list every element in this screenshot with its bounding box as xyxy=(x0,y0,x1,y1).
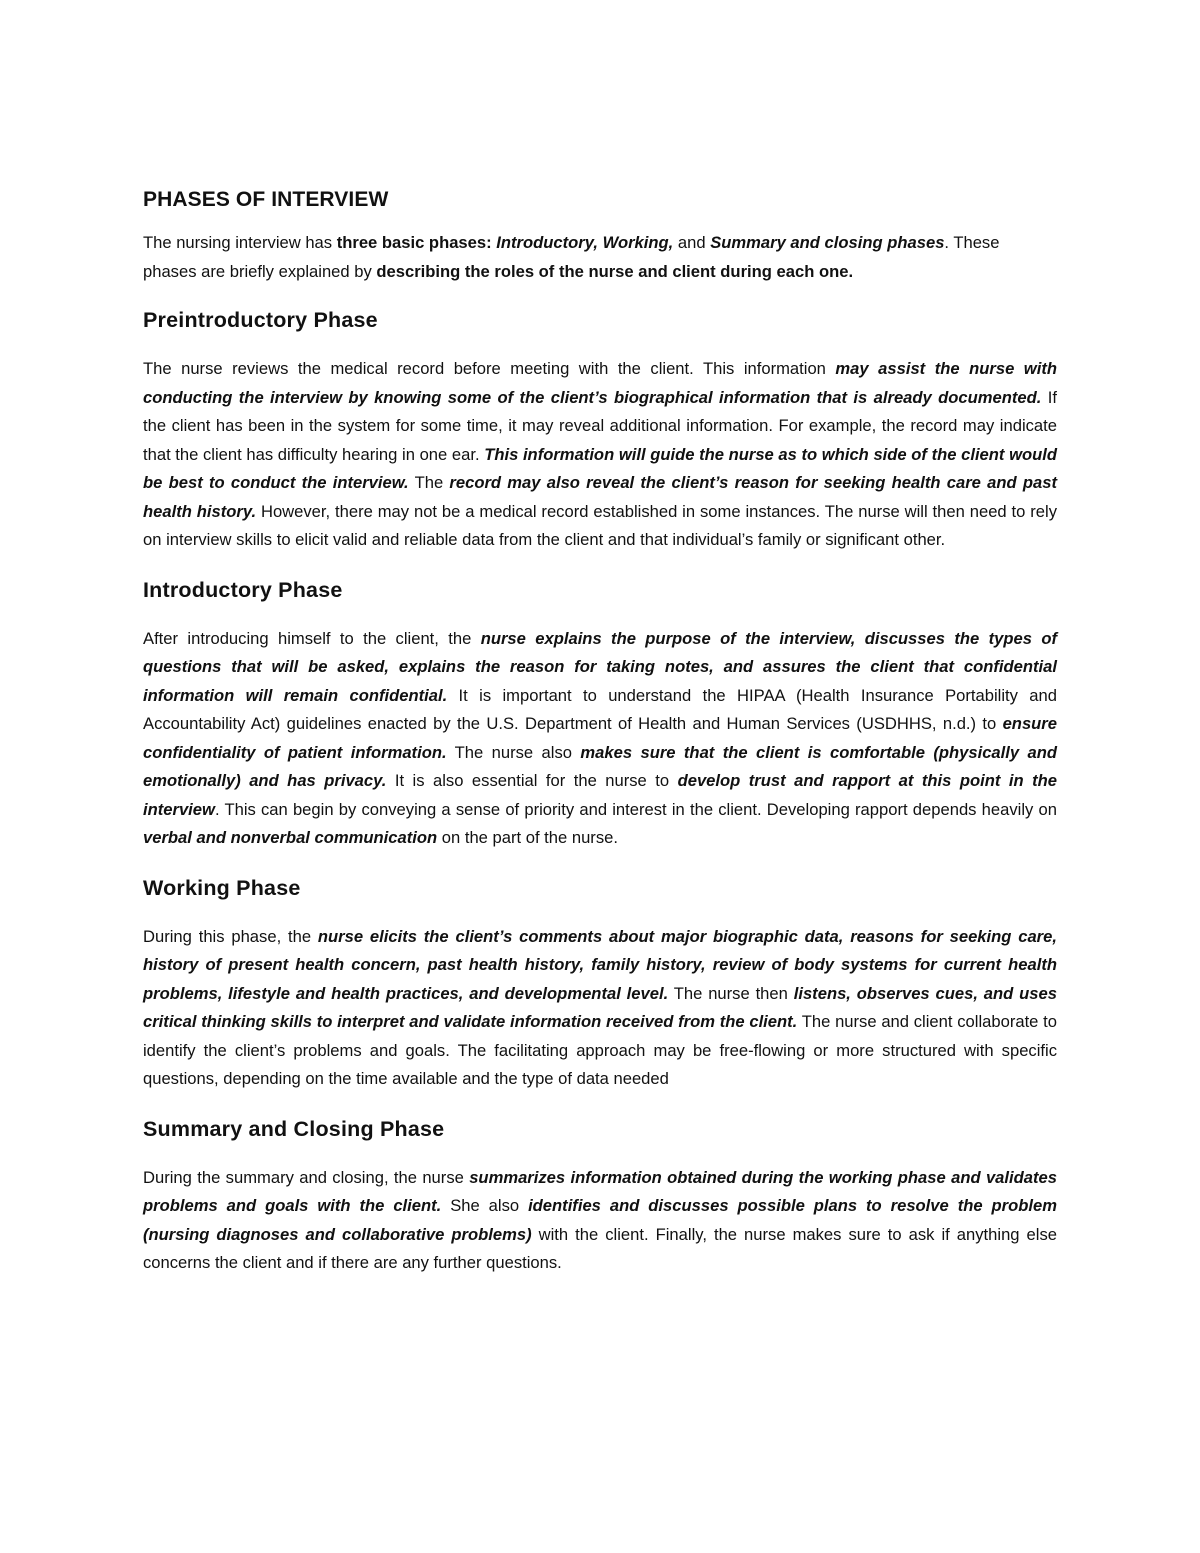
emphasis-run: nurse elicits the client’s comments about major biographic data, reasons for seeking care, history of present health concern, past health history, family history, review of body systems for current health problems, lifestyle and health practices, and developmental level. xyxy=(143,926,1057,1003)
emphasis-run: identifies and discusses possible plans to resolve the problem (nursing diagnoses and collaborative problems) xyxy=(143,1196,1057,1244)
text-run: She also xyxy=(441,1196,529,1215)
heading-preintroductory-phase: Preintroductory Phase xyxy=(143,308,378,332)
emphasis-run: record may also reveal the client’s reason for seeking health care and past health history. xyxy=(143,473,1057,521)
text-run: During the summary and closing, the nurse xyxy=(143,1167,470,1187)
heading-summary-closing-phase: Summary and Closing Phase xyxy=(143,1116,445,1141)
text-run: After introducing himself to the client, the xyxy=(143,628,481,648)
paragraph-preintroductory-phase xyxy=(143,355,1057,555)
emphasis-run: makes sure that the client is comfortable (physically and emotionally) and has privacy. xyxy=(143,742,1057,790)
intro-text-3: . These phases are briefly explained by xyxy=(143,233,1000,281)
document-page xyxy=(143,188,1057,1301)
emphasis-run: listens, observes cues, and uses critical thinking skills to interpret and validate information received from the client. xyxy=(143,983,1057,1031)
text-run: During this phase, the xyxy=(143,926,318,946)
emphasis-run: may assist the nurse with conducting the interview by knowing some of the client’s biographical information that is already documented. xyxy=(143,359,1057,407)
intro-paragraph xyxy=(143,229,1057,286)
emphasis-run: This information will guide the nurse as to which side of the client would be best to conduct the interview. xyxy=(143,444,1057,492)
intro-bold-2: describing the roles of the nurse and client during each one. xyxy=(376,261,854,281)
intro-bold-italic-1: Introductory, Working, xyxy=(496,233,674,252)
emphasis-run: summarizes information obtained during the working phase and validates problems and goals with the client. xyxy=(143,1167,1057,1215)
text-run: The nurse reviews the medical record before meeting with the client. This information xyxy=(143,359,836,378)
emphasis-run: nurse explains the purpose of the interview, discusses the types of questions that will be asked, explains the reason for taking notes, and assures the client that confidential information will remain confidential. xyxy=(143,628,1057,705)
emphasis-run: ensure confidentiality of patient information. xyxy=(143,714,1057,762)
text-run: The xyxy=(408,473,450,492)
intro-bold-italic-2: Summary and closing phases xyxy=(710,233,945,252)
text-run: on the part of the nurse. xyxy=(437,828,618,847)
emphasis-run: verbal and nonverbal communication xyxy=(143,828,438,847)
paragraph-summary-closing-phase xyxy=(143,1164,1057,1278)
paragraph-working-phase xyxy=(143,923,1057,1094)
document-title: PHASES OF INTERVIEW xyxy=(143,188,389,211)
heading-introductory-phase: Introductory Phase xyxy=(143,577,343,602)
text-run: If the client has been in the system for some time, it may reveal additional information. For example, the record may indicate that the client has difficulty hearing in one ear. xyxy=(143,387,1057,464)
text-run: The nurse then xyxy=(668,983,794,1003)
text-run: It is important to understand the HIPAA (Health Insurance Portability and Accountability Act) guidelines enacted by the U.S. Department of Health and Human Services (USDHHS, n.d.) to xyxy=(143,685,1057,733)
text-run: The nurse and client collaborate to identify the client’s problems and goals. The facilitating approach may be free-flowing or more structured with specific questions, depending on the time available and the type of data needed xyxy=(143,1012,1057,1088)
text-run: The nurse also xyxy=(446,742,581,762)
paragraph-introductory-phase xyxy=(143,625,1057,853)
emphasis-run: develop trust and rapport at this point in the interview xyxy=(143,771,1057,819)
intro-text-2: and xyxy=(673,233,711,252)
intro-bold-1: three basic phases: xyxy=(336,233,497,252)
heading-working-phase: Working Phase xyxy=(143,875,301,900)
text-run: with the client. Finally, the nurse makes sure to ask if anything else concerns the client and if there are any further questions. xyxy=(143,1224,1057,1272)
text-run: . This can begin by conveying a sense of priority and interest in the client. Developing rapport depends heavily on xyxy=(214,799,1057,819)
intro-text-1: The nursing interview has xyxy=(143,233,337,252)
text-run: However, there may not be a medical record established in some instances. The nurse will then need to rely on interview skills to elicit valid and reliable data from the client and that individual’s family or significant other. xyxy=(143,501,1057,549)
text-run: It is also essential for the nurse to xyxy=(386,771,678,790)
